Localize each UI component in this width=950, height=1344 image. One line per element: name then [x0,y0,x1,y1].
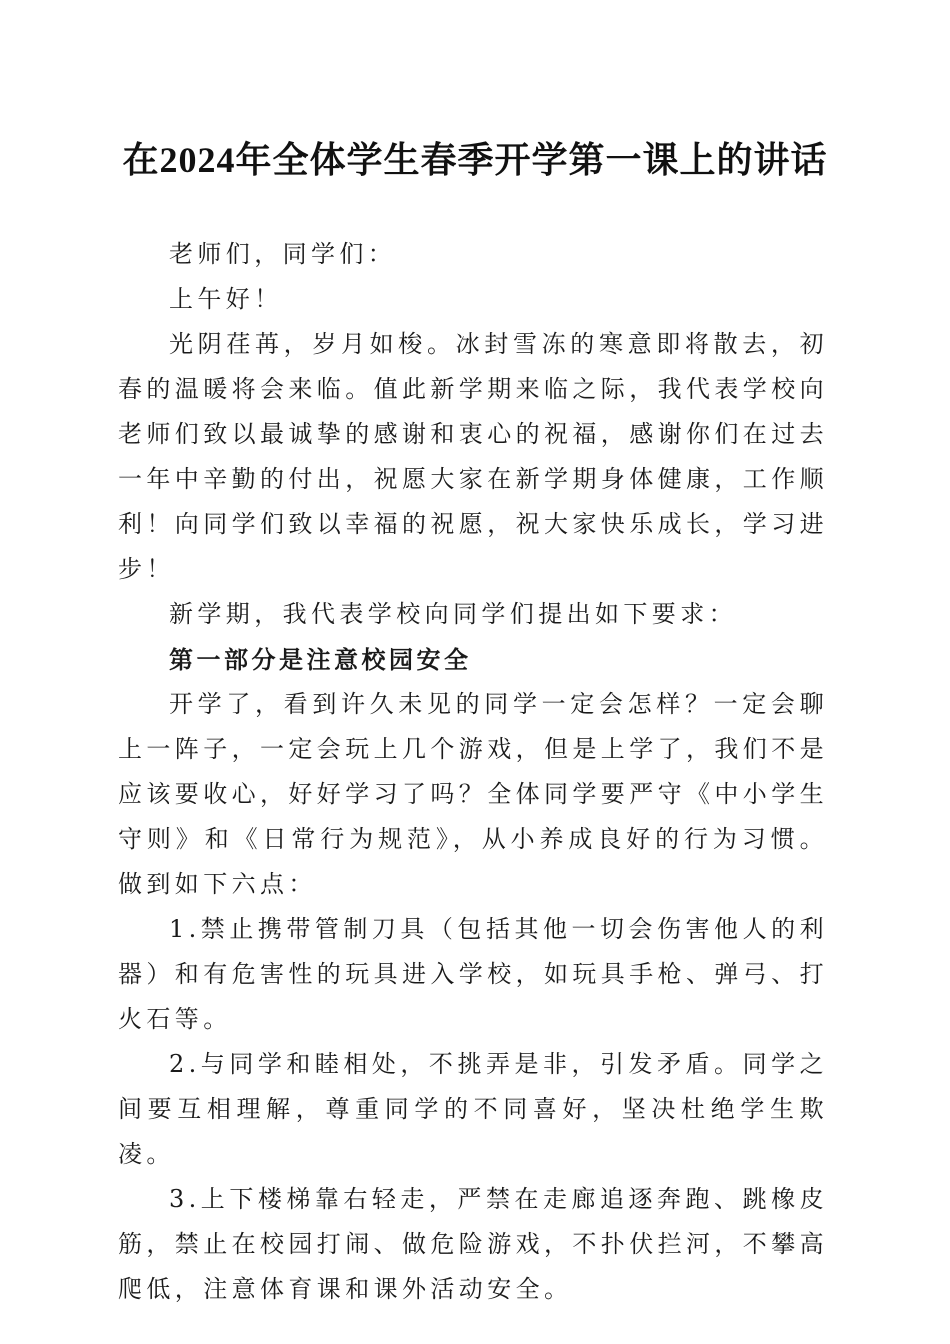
salutation: 老师们，同学们： [169,240,397,268]
opening-paragraph: 光阴荏苒，岁月如梭。冰封雪冻的寒意即将散去，初春的温暖将会来临。值此新学期来临之际，我代表学校向老师们致以最诚挚的感谢和衷心的祝福，感谢你们在过去一年中辛勤的付出，祝愿大家在新学期身体健康，工作顺利！向同学们致以幸福的祝愿，祝大家快乐成长，学习进步！ [118,330,828,583]
section-intro-paragraph: 开学了，看到许久未见的同学一定会怎样？一定会聊上一阵子，一定会玩上几个游戏，但是上学了，我们不是应该要收心，好好学习了吗？全体同学要严守《中小学生守则》和《日常行为规范》，从小养成良好的行为习惯。做到如下六点： [118,690,828,898]
document-body [118,232,828,1312]
document-title: 在2024年全体学生春季开学第一课上的讲话 [122,140,828,180]
section-heading: 第一部分是注意校园安全 [169,645,472,674]
rule-item-2: 2.与同学和睦相处，不挑弄是非，引发矛盾。同学之间要互相理解，尊重同学的不同喜好，坚决杜绝学生欺凌。 [118,1050,828,1168]
rule-item-3: 3.上下楼梯靠右轻走，严禁在走廊追逐奔跑、跳橡皮筋，禁止在校园打闹、做危险游戏，不扑伏拦河，不攀高爬低，注意体育课和课外活动安全。 [118,1185,828,1303]
requirements-intro: 新学期，我代表学校向同学们提出如下要求： [169,600,737,628]
rule-item-1: 1.禁止携带管制刀具（包括其他一切会伤害他人的利器）和有危害性的玩具进入学校，如玩具手枪、弹弓、打火石等。 [118,915,828,1033]
greeting: 上午好！ [169,285,283,313]
